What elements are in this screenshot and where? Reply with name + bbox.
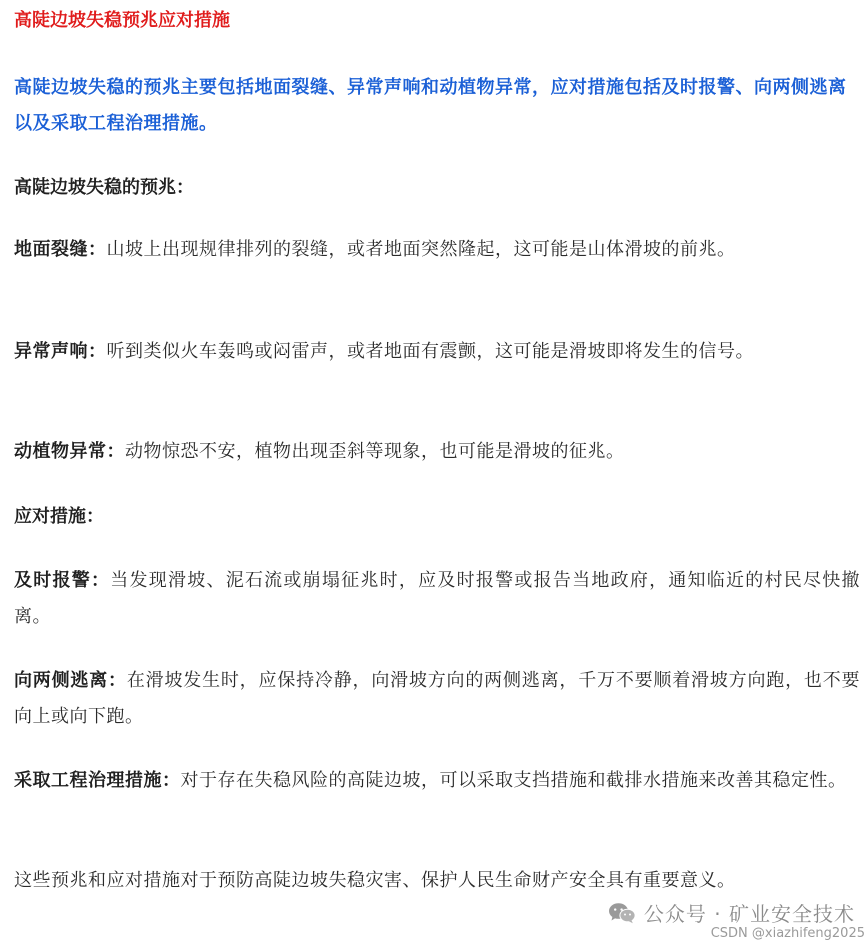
sign-text: 听到类似火车轰鸣或闷雷声，或者地面有震颤，这可能是滑坡即将发生的信号。	[106, 341, 754, 362]
sign-term: 异常声响：	[14, 341, 107, 362]
article-title: 高陡边坡失稳预兆应对措施	[14, 10, 230, 31]
measure-term: 采取工程治理措施：	[14, 770, 181, 791]
signs-heading: 高陡边坡失稳的预兆：	[14, 177, 194, 198]
sign-term: 地面裂缝：	[14, 239, 107, 260]
wechat-account-name: 公众号 · 矿业安全技术	[643, 902, 855, 926]
measure-item-engineering	[14, 763, 860, 799]
sign-item-ground-cracks	[14, 232, 860, 268]
measure-term: 及时报警：	[14, 570, 111, 591]
sign-term: 动植物异常：	[14, 441, 125, 462]
measure-item-report	[14, 563, 860, 635]
measure-text: 在滑坡发生时，应保持冷静，向滑坡方向的两侧逃离，千万不要顺着滑坡方向跑，也不要向上或向下跑。	[14, 670, 860, 727]
sign-text: 动物惊恐不安，植物出现歪斜等现象，也可能是滑坡的征兆。	[125, 441, 625, 462]
csdn-watermark: CSDN @xiazhifeng2025	[710, 926, 865, 941]
article-summary: 高陡边坡失稳的预兆主要包括地面裂缝、异常声响和动植物异常，应对措施包括及时报警、向两侧逃离以及采取工程治理措施。	[14, 77, 847, 134]
sign-item-abnormal-sound	[14, 334, 860, 370]
sign-item-animal-plant	[14, 434, 860, 470]
sign-text: 山坡上出现规律排列的裂缝，或者地面突然隆起，这可能是山体滑坡的前兆。	[106, 239, 736, 260]
conclusion-paragraph: 这些预兆和应对措施对于预防高陡边坡失稳灾害、保护人民生命财产安全具有重要意义。	[14, 870, 736, 891]
measure-term: 向两侧逃离：	[14, 670, 127, 691]
measure-item-escape	[14, 663, 860, 735]
wechat-icon	[608, 902, 636, 924]
measures-heading: 应对措施：	[14, 506, 104, 527]
measure-text: 对于存在失稳风险的高陡边坡，可以采取支挡措施和截排水措施来改善其稳定性。	[180, 770, 847, 791]
measure-text: 当发现滑坡、泥石流或崩塌征兆时，应及时报警或报告当地政府，通知临近的村民尽快撤离。	[14, 570, 861, 627]
wechat-watermark	[608, 898, 855, 927]
